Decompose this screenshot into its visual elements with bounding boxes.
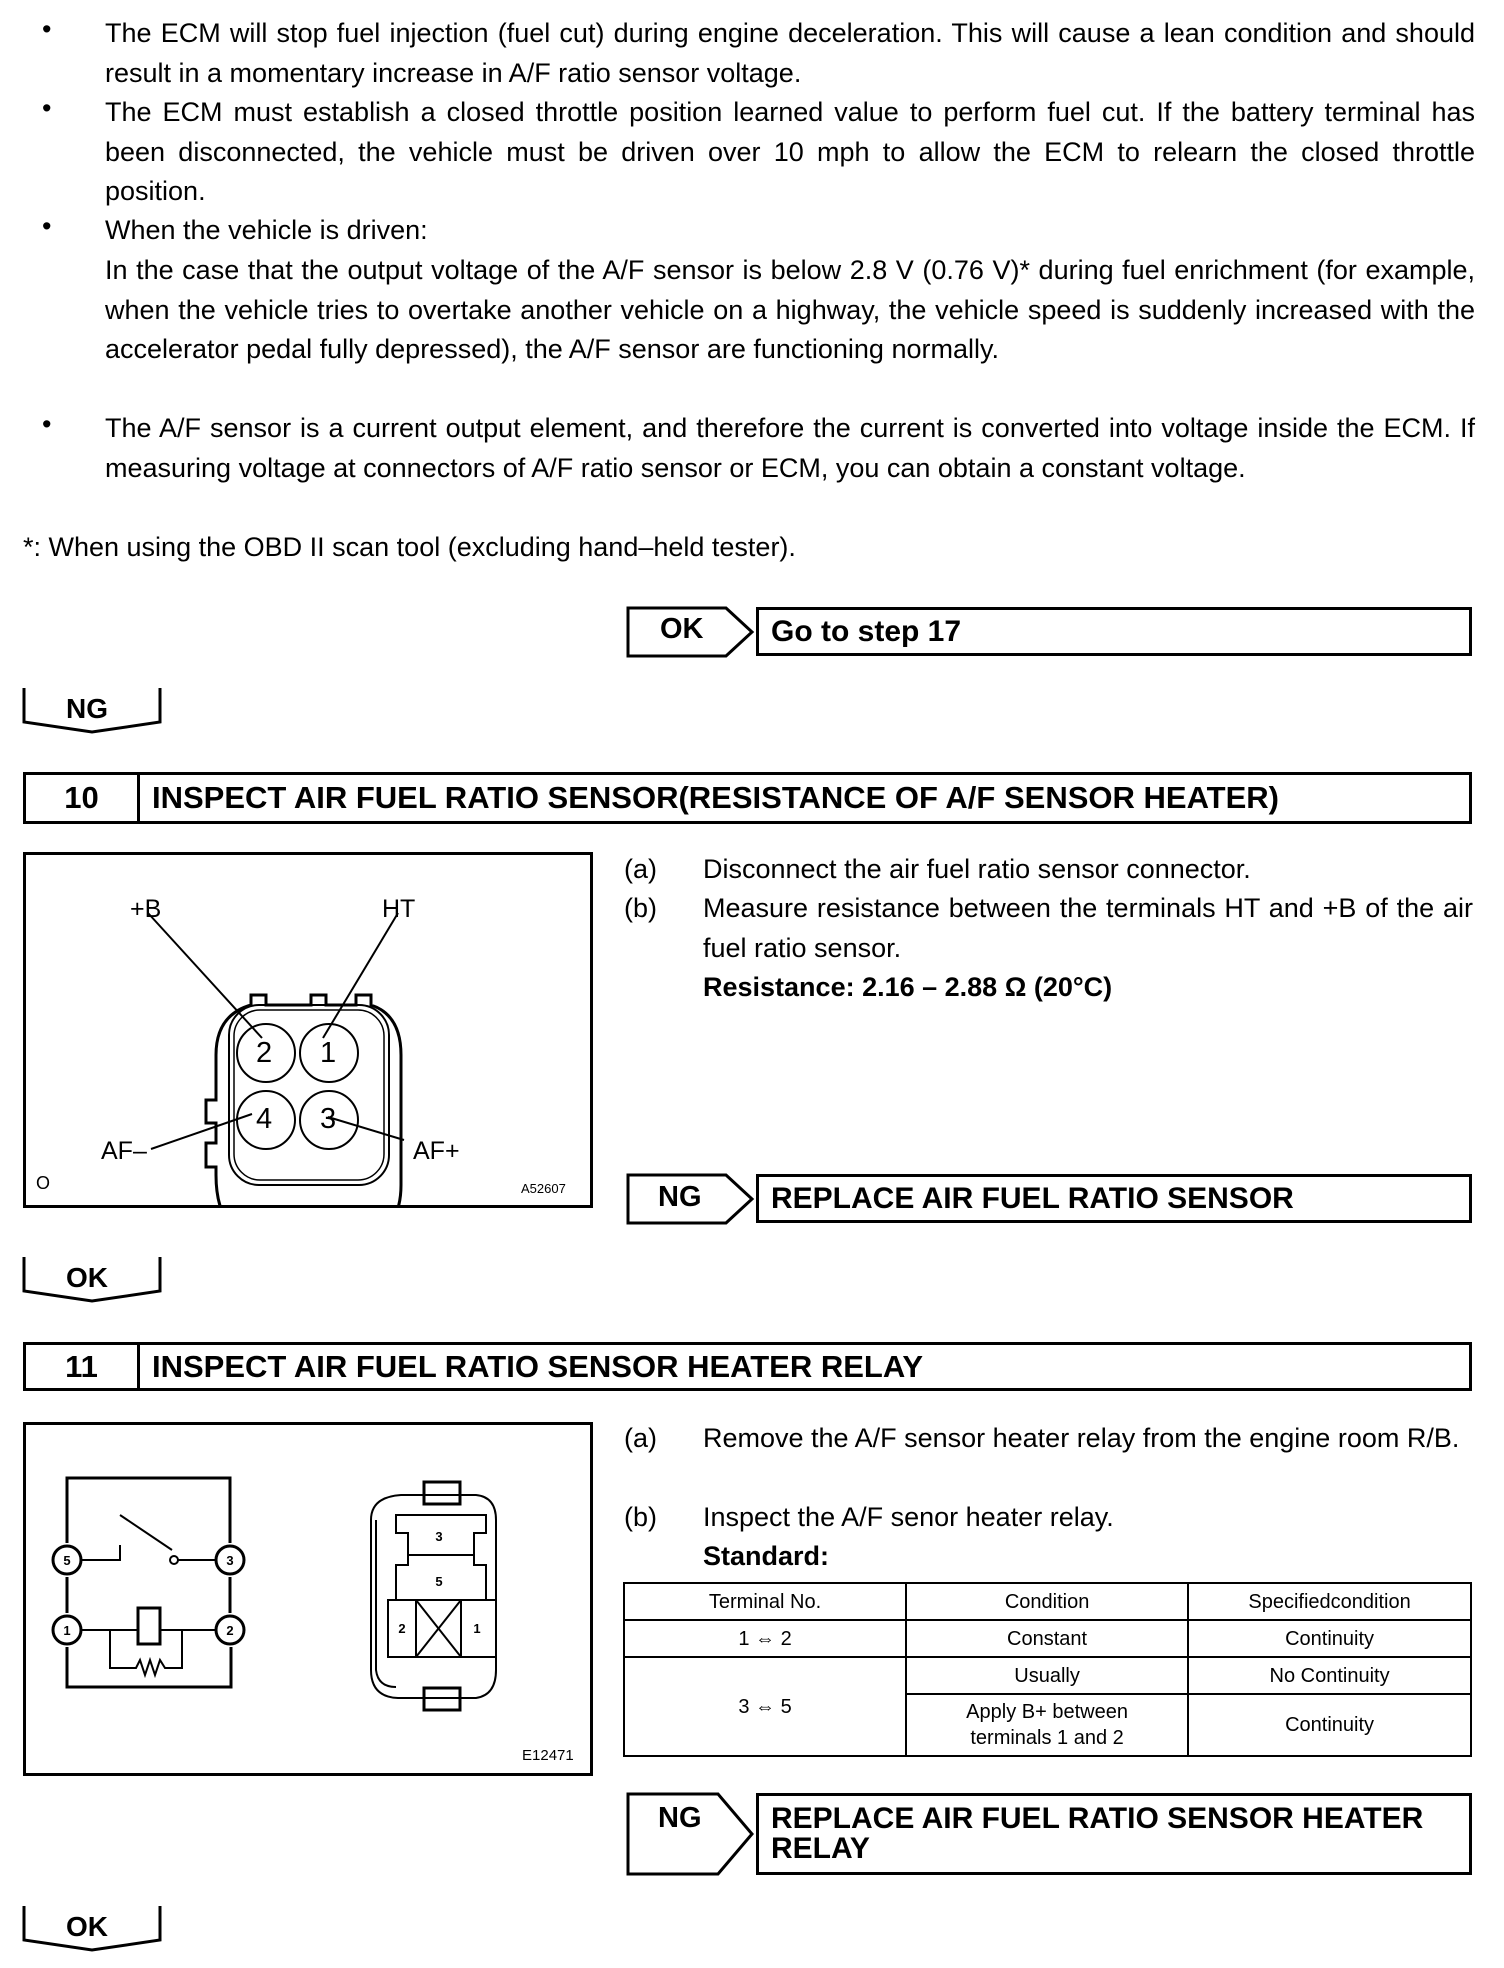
table-cell: Usually [906,1657,1188,1694]
socket-1: 1 [473,1621,481,1636]
relay-pin-5: 5 [63,1553,71,1568]
bullet-icon: • [42,93,52,123]
ng-label: NG [658,1802,702,1834]
figure-code: E12471 [522,1747,574,1764]
table-row [624,1620,1471,1657]
step-a-text: Disconnect the air fuel ratio sensor connector. [703,854,1251,884]
socket-3: 3 [435,1529,443,1544]
replace-relay-link[interactable]: REPLACE AIR FUEL RATIO SENSOR HEATER RELAY [756,1793,1472,1875]
table-header: Specifiedcondition [1188,1583,1471,1620]
label-plus-b: +B [130,895,162,923]
step-b-label: (b) [624,1502,657,1532]
corner-mark: O [36,1173,51,1193]
table-cell: 3 ⇔ 5 [624,1657,906,1756]
table-cell: Apply B+ between terminals 1 and 2 [906,1694,1188,1756]
table-cell: No Continuity [1188,1657,1471,1694]
figure-code: A52607 [521,1181,566,1196]
pin-1: 1 [320,1037,337,1069]
relay-pin-1: 1 [63,1623,71,1638]
paragraph-fuel-cut: The ECM will stop fuel injection (fuel cut) during engine deceleration. This will cause a lean condition and should result in a momentary increase in A/F ratio sensor voltage. [105,18,1475,88]
ng-label: NG [66,693,108,724]
socket-2: 2 [398,1621,406,1636]
ok-label: OK [66,1911,108,1942]
pin-4: 4 [256,1103,273,1135]
step-b-label: (b) [624,893,657,923]
ok-label: OK [660,613,704,645]
step-b-text: Measure resistance between the terminals HT and +B of the air fuel ratio sensor. [703,893,1473,963]
step-title: INSPECT AIR FUEL RATIO SENSOR(RESISTANCE OF A/F SENSOR HEATER) [152,780,1279,815]
table-header: Terminal No. [624,1583,906,1620]
socket-5: 5 [435,1574,443,1589]
table-cell: 1 ⇔ 2 [624,1620,906,1657]
step-a-text: Remove the A/F sensor heater relay from the engine room R/B. [703,1423,1460,1453]
table-header-row [624,1583,1471,1620]
bullet-icon: • [42,14,52,44]
ng-label: NG [658,1181,702,1213]
paragraph-driven: When the vehicle is driven: [105,215,428,245]
step-a-label: (a) [624,1423,657,1453]
table-cell: Continuity [1188,1694,1471,1756]
relay-pin-3: 3 [226,1553,234,1568]
connector-diagram [23,852,593,1208]
bullet-icon: • [42,409,52,439]
pin-3: 3 [320,1103,337,1135]
step-title: INSPECT AIR FUEL RATIO SENSOR HEATER RELAY [152,1349,924,1384]
step-number: 10 [26,775,140,821]
relay-diagram [23,1422,593,1776]
pin-2: 2 [256,1037,273,1069]
table-cell: Constant [906,1620,1188,1657]
replace-sensor-link[interactable]: REPLACE AIR FUEL RATIO SENSOR [756,1174,1472,1223]
label-ht: HT [382,895,416,923]
go-to-step-17-link[interactable]: Go to step 17 [756,607,1472,656]
standard-label: Standard: [703,1541,830,1571]
relay-inspection-table [623,1582,1472,1757]
table-row [624,1657,1471,1694]
step-b-text: Inspect the A/F senor heater relay. [703,1502,1114,1532]
label-af-plus: AF+ [413,1137,460,1165]
resistance-spec: Resistance: 2.16 – 2.88 Ω (20°C) [703,972,1113,1002]
paragraph-current-output: The A/F sensor is a current output element, and therefore the current is converted into voltage inside the ECM. If measuring voltage at connectors of A/F ratio sensor or ECM, you can obtain a constant voltage. [105,413,1475,483]
paragraph-enrichment: In the case that the output voltage of the A/F sensor is below 2.8 V (0.76 V)* during fuel enrichment (for example, when the vehicle tries to overtake another vehicle on a highway, the vehicle speed is suddenly increased with the accelerator pedal fully depressed), the A/F sensor are functioning normally. [105,255,1475,364]
table-cell: Continuity [1188,1620,1471,1657]
bullet-icon: • [42,211,52,241]
table-header: Condition [906,1583,1188,1620]
label-af-minus: AF– [101,1137,147,1165]
footnote: *: When using the OBD II scan tool (excluding hand–held tester). [23,532,796,562]
relay-pin-2: 2 [226,1623,234,1638]
step-11-header [23,1342,1472,1391]
step-10-header [23,772,1472,824]
paragraph-throttle: The ECM must establish a closed throttle position learned value to perform fuel cut. If the battery terminal has been disconnected, the vehicle must be driven over 10 mph to allow the ECM to relearn the closed throttle position. [105,97,1475,206]
step-number: 11 [26,1345,140,1388]
step-a-label: (a) [624,854,657,884]
ok-label: OK [66,1262,108,1293]
